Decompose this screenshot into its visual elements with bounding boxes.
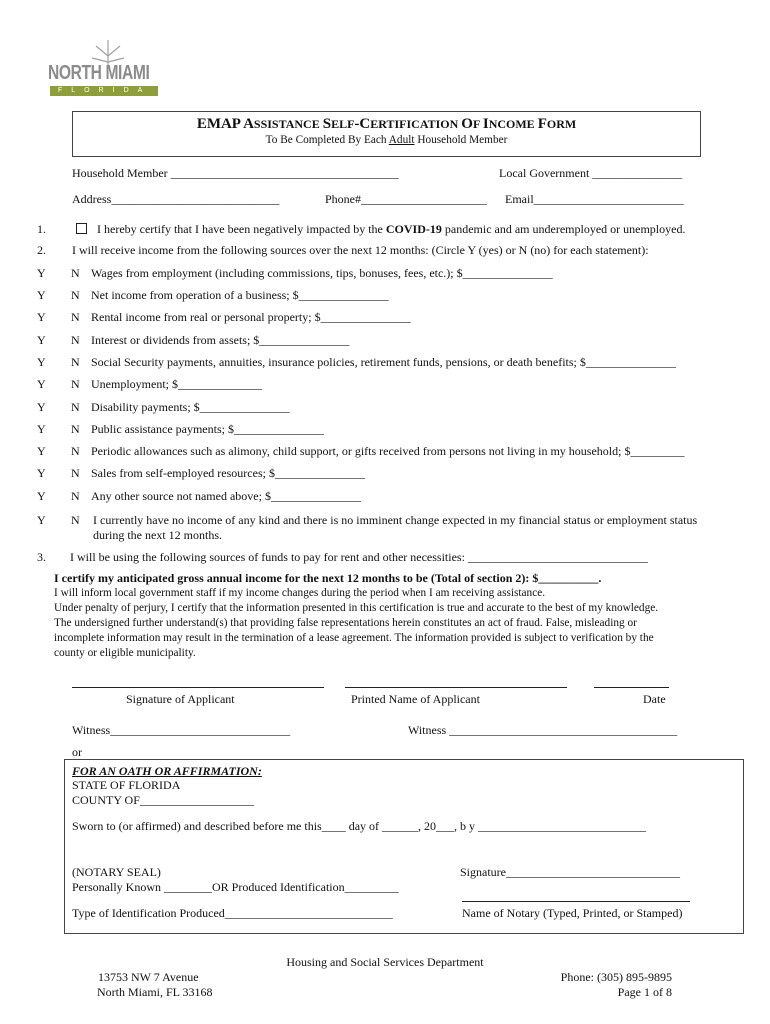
household-member-field[interactable]: Household Member ______________________________________	[72, 166, 399, 180]
printed-name-line[interactable]	[345, 687, 567, 688]
no-option[interactable]: N	[71, 288, 80, 302]
yes-option[interactable]: Y	[37, 444, 46, 458]
or-label: or	[72, 745, 82, 759]
certify-income-statement[interactable]: I certify my anticipated gross annual income for the next 12 months to be (Total of section 2): $__________.	[54, 571, 602, 585]
page-number: Page 1 of 8	[617, 985, 672, 999]
email-field[interactable]: Email_________________________	[505, 192, 684, 206]
no-option[interactable]: N	[71, 489, 80, 503]
certify-line-4: incomplete information may result in the termination of a lease agreement. The information provided is subject to verification by the	[54, 632, 654, 644]
yes-option[interactable]: Y	[37, 377, 46, 391]
department-name: Housing and Social Services Department	[286, 955, 484, 969]
no-option[interactable]: N	[71, 513, 80, 527]
date-line[interactable]	[594, 687, 669, 688]
certify-line-5: county or eligible municipality.	[54, 647, 196, 659]
personally-known-field[interactable]: Personally Known ________OR Produced Identification_________	[72, 880, 399, 894]
no-option[interactable]: N	[71, 466, 80, 480]
certify-line-3: The undersigned further understand(s) that providing false representations herein constitutes an act of fraud. False, misleading or	[54, 617, 637, 629]
address-field[interactable]: Address____________________________	[72, 192, 280, 206]
footer-address-2: North Miami, FL 33168	[97, 985, 213, 999]
income-source-item[interactable]: Disability payments; $_______________	[91, 400, 290, 414]
logo-state: FLORIDA	[58, 87, 152, 94]
income-source-item[interactable]: Any other source not named above; $_______________	[91, 489, 361, 503]
identification-type-field[interactable]: Type of Identification Produced____________________________	[72, 906, 393, 920]
item-2-text: I will receive income from the following sources over the next 12 months: (Circle Y (yes) or N (no) for each statement):	[72, 243, 649, 257]
income-source-item[interactable]: Interest or dividends from assets; $_______________	[91, 333, 350, 347]
notary-name-label: Name of Notary (Typed, Printed, or Stamped)	[462, 906, 683, 920]
item-3-text[interactable]: I will be using the following sources of funds to pay for rent and other necessities: ______________________________	[70, 550, 648, 564]
income-source-item[interactable]: Rental income from real or personal property; $_______________	[91, 310, 411, 324]
form-title: EMAP ASSISTANCE SELF-CERTIFICATION OF INCOME FORM	[196, 116, 577, 132]
no-option[interactable]: N	[71, 310, 80, 324]
yes-option[interactable]: Y	[37, 333, 46, 347]
no-option[interactable]: N	[71, 444, 80, 458]
applicant-signature-line[interactable]	[72, 687, 324, 688]
notary-signature-field[interactable]: Signature_____________________________	[460, 865, 680, 879]
income-source-item[interactable]: Periodic allowances such as alimony, child support, or gifts received from persons not living in my household; $_________	[91, 444, 685, 458]
footer-address-1: 13753 NW 7 Avenue	[98, 970, 199, 984]
title-box	[72, 111, 701, 157]
witness-1-field[interactable]: Witness______________________________	[72, 723, 291, 737]
yes-option[interactable]: Y	[37, 466, 46, 480]
no-option[interactable]: N	[71, 400, 80, 414]
no-income-statement-cont: during the next 12 months.	[93, 528, 222, 542]
oath-heading: FOR AN OATH OR AFFIRMATION:	[72, 764, 262, 778]
form-subtitle: To Be Completed By Each Adult Household Member	[265, 134, 508, 146]
yes-option[interactable]: Y	[37, 422, 46, 436]
yes-option[interactable]: Y	[37, 310, 46, 324]
oath-county-field[interactable]: COUNTY OF___________________	[72, 793, 254, 807]
witness-2-field[interactable]: Witness ______________________________________	[408, 723, 678, 737]
date-label: Date	[643, 692, 666, 706]
checkbox-icon	[76, 223, 87, 234]
yes-option[interactable]: Y	[37, 288, 46, 302]
notary-name-line[interactable]	[462, 901, 690, 902]
notary-seal-label: (NOTARY SEAL)	[72, 865, 161, 879]
oath-sworn-field[interactable]: Sworn to (or affirmed) and described before me this____ day of ______, 20___, b y ____________________________	[72, 819, 647, 833]
local-government-field[interactable]: Local Government _______________	[499, 166, 683, 180]
item-3-number: 3.	[37, 550, 46, 564]
yes-option[interactable]: Y	[37, 400, 46, 414]
oath-state: STATE OF FLORIDA	[72, 778, 181, 792]
printed-name-label: Printed Name of Applicant	[351, 692, 480, 706]
logo-wordmark: NORTH MIAMI	[48, 62, 150, 84]
income-source-item[interactable]: Sales from self-employed resources; $_______________	[91, 466, 365, 480]
yes-option[interactable]: Y	[37, 266, 46, 280]
signature-of-applicant-label: Signature of Applicant	[126, 692, 235, 706]
phone-field[interactable]: Phone#_____________________	[325, 192, 487, 206]
north-miami-logo	[48, 36, 160, 98]
item-1-number: 1.	[37, 222, 46, 236]
no-option[interactable]: N	[71, 355, 80, 369]
no-option[interactable]: N	[71, 266, 80, 280]
income-source-item[interactable]: Net income from operation of a business; $_______________	[91, 288, 389, 302]
yes-option[interactable]: Y	[37, 513, 46, 527]
item-2-number: 2.	[37, 243, 46, 257]
certify-line-2: Under penalty of perjury, I certify that the information presented in this certification is true and accurate to the best of my knowledge.	[54, 602, 659, 614]
income-source-item[interactable]: Unemployment; $______________	[91, 377, 262, 391]
income-source-item[interactable]: Wages from employment (including commissions, tips, bonuses, fees, etc.); $_______________	[91, 266, 553, 280]
no-option[interactable]: N	[71, 422, 80, 436]
yes-option[interactable]: Y	[37, 355, 46, 369]
no-option[interactable]: N	[71, 333, 80, 347]
income-source-item[interactable]: Public assistance payments; $_______________	[91, 422, 324, 436]
certify-line-1: I will inform local government staff if my income changes during the period when I am receiving assistance.	[54, 587, 546, 599]
item-1-text: I hereby certify that I have been negatively impacted by the COVID-19 pandemic and am underemployed or unemployed.	[97, 222, 686, 236]
footer-phone: Phone: (305) 895-9895	[560, 970, 672, 984]
covid-checkbox[interactable]	[76, 220, 87, 238]
logo-subbar	[50, 86, 158, 96]
no-income-statement: I currently have no income of any kind and there is no imminent change expected in my financial status or employment status	[93, 513, 698, 527]
no-option[interactable]: N	[71, 377, 80, 391]
income-source-item[interactable]: Social Security payments, annuities, insurance policies, retirement funds, pensions, or death benefits; $_______________	[91, 355, 676, 369]
yes-option[interactable]: Y	[37, 489, 46, 503]
